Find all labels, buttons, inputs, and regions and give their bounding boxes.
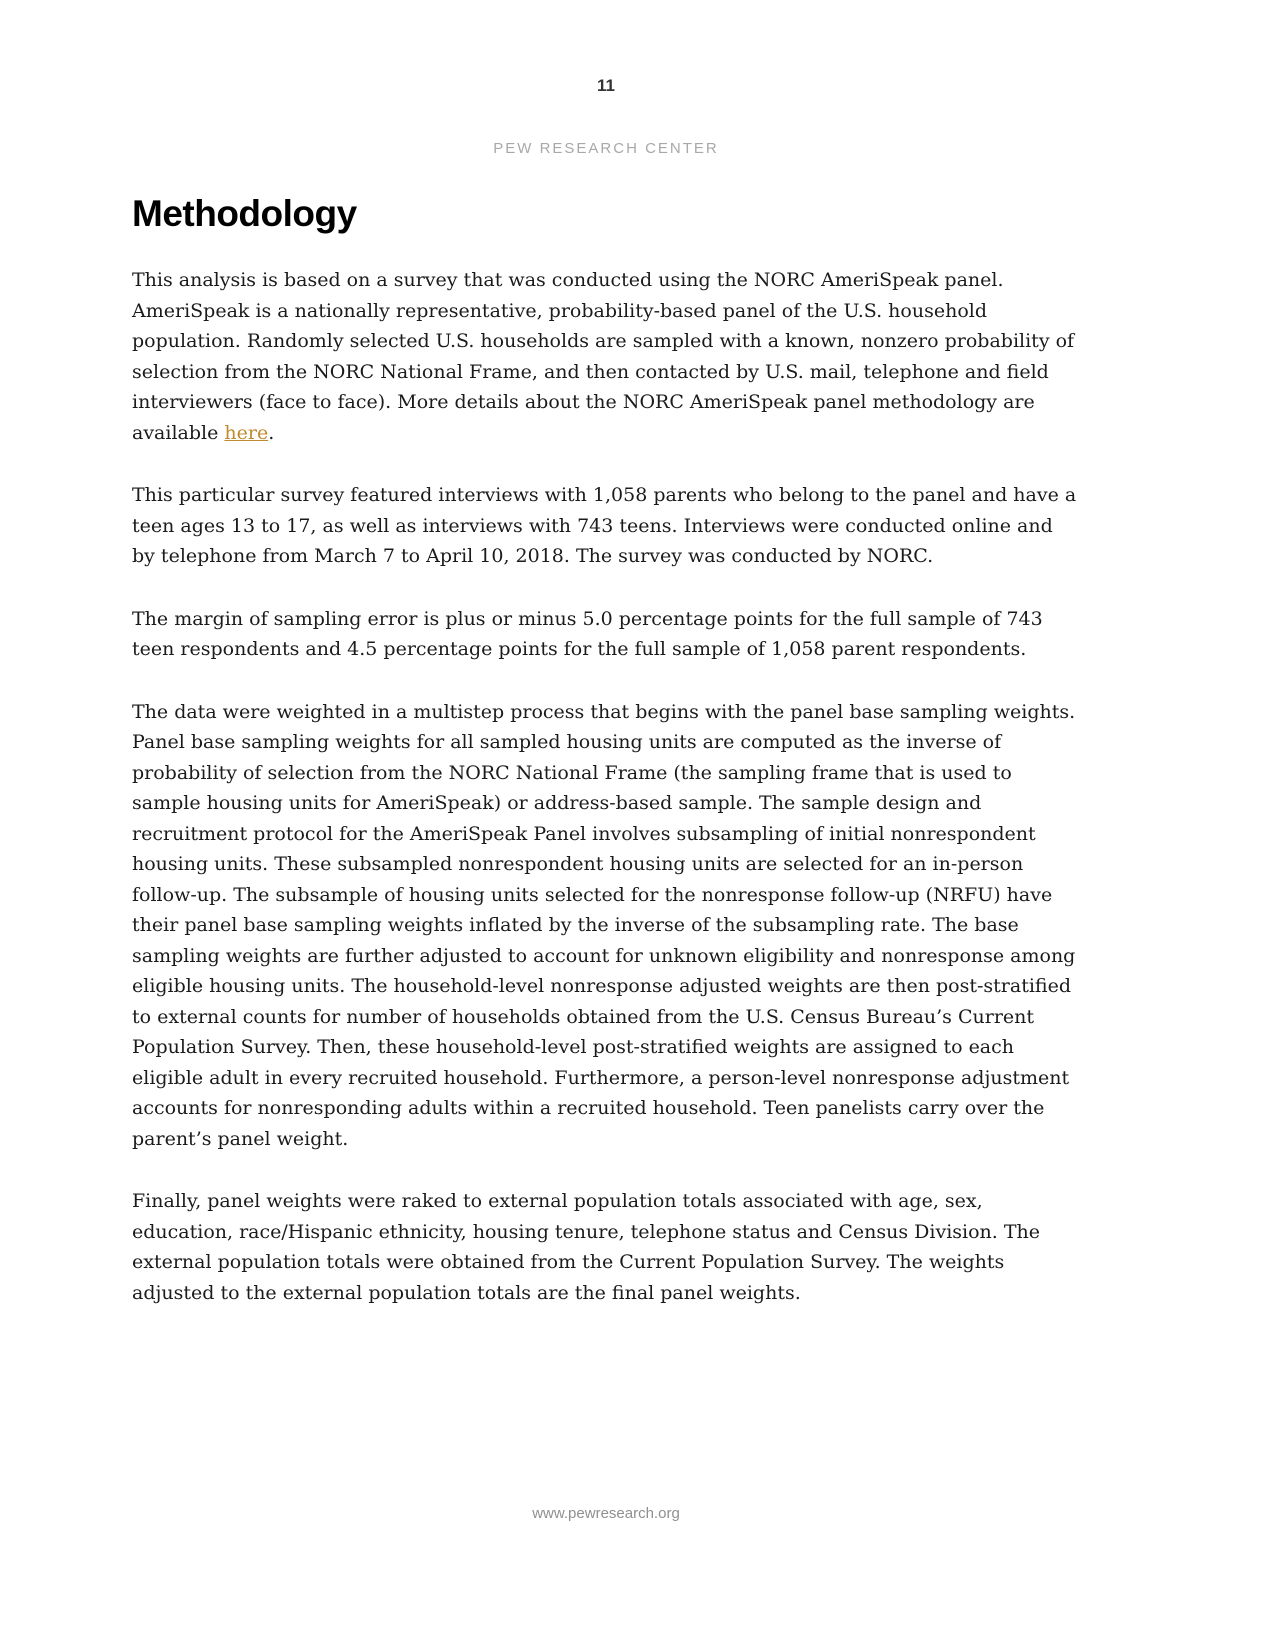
paragraph-1-text-before-link: This analysis is based on a survey that was conducted using the NORC AmeriSpeak panel. AmeriSpeak is a nationally representative, probability-based panel of the U.S. household population. Randomly selected U.S. households are sampled with a known, nonzero probability of selection from the NORC National Frame, and then contacted by U.S. mail, telephone and field interviewers (face to face). More details about the NORC AmeriSpeak panel methodology are available [132, 269, 1075, 444]
paragraph-4: The data were weighted in a multistep process that begins with the panel base sampling weights. Panel base sampling weights for all sampled housing units are computed as the inverse of probability of selection from the NORC National Frame (the sampling frame that is used to sample housing units for AmeriSpeak) or address-based sample. The sample design and recruitment protocol for the AmeriSpeak Panel involves subsampling of initial nonrespondent housing units. These subsampled nonrespondent housing units are selected for an in-person follow-up. The subsample of housing units selected for the nonresponse follow-up (NRFU) have their panel base sampling weights inflated by the inverse of the subsampling rate. The base sampling weights are further adjusted to account for unknown eligibility and nonresponse among eligible housing units. The household-level nonresponse adjusted weights are then post-stratified to external counts for number of households obtained from the U.S. Census Bureau’s Current Population Survey. Then, these household-level post-stratified weights are assigned to each eligible adult in every recruited household. Furthermore, a person-level nonresponse adjustment accounts for nonresponding adults within a recruited household. Teen panelists carry over the parent’s panel weight. [132, 700, 1076, 1150]
paragraph-1-text-after-link: . [268, 421, 275, 444]
paragraph-2: This particular survey featured interviews with 1,058 parents who belong to the panel and have a teen ages 13 to 17, as well as interviews with 743 teens. Interviews were conducted online and by telephone from March 7 to April 10, 2018. The survey was conducted by NORC. [132, 484, 1077, 567]
body-copy [132, 265, 1080, 1308]
paragraph-3: The margin of sampling error is plus or minus 5.0 percentage points for the full sample of 743 teen respondents and 4.5 percentage points for the full sample of 1,058 parent respondents. [132, 607, 1043, 660]
paragraph-1 [132, 265, 1080, 448]
page-title: Methodology [132, 193, 357, 234]
page-footer: www.pewresearch.org [532, 1505, 680, 1522]
brand-header-label: PEW RESEARCH CENTER [493, 140, 719, 157]
here-link[interactable]: here [224, 421, 269, 444]
content-column [132, 76, 1080, 1340]
page-number: 11 [597, 76, 615, 95]
paragraph-5: Finally, panel weights were raked to external population totals associated with age, sex, education, race/Hispanic ethnicity, housing tenure, telephone status and Census Division. The external population totals were obtained from the Current Population Survey. The weights adjusted to the external population totals are the final panel weights. [132, 1190, 1041, 1304]
